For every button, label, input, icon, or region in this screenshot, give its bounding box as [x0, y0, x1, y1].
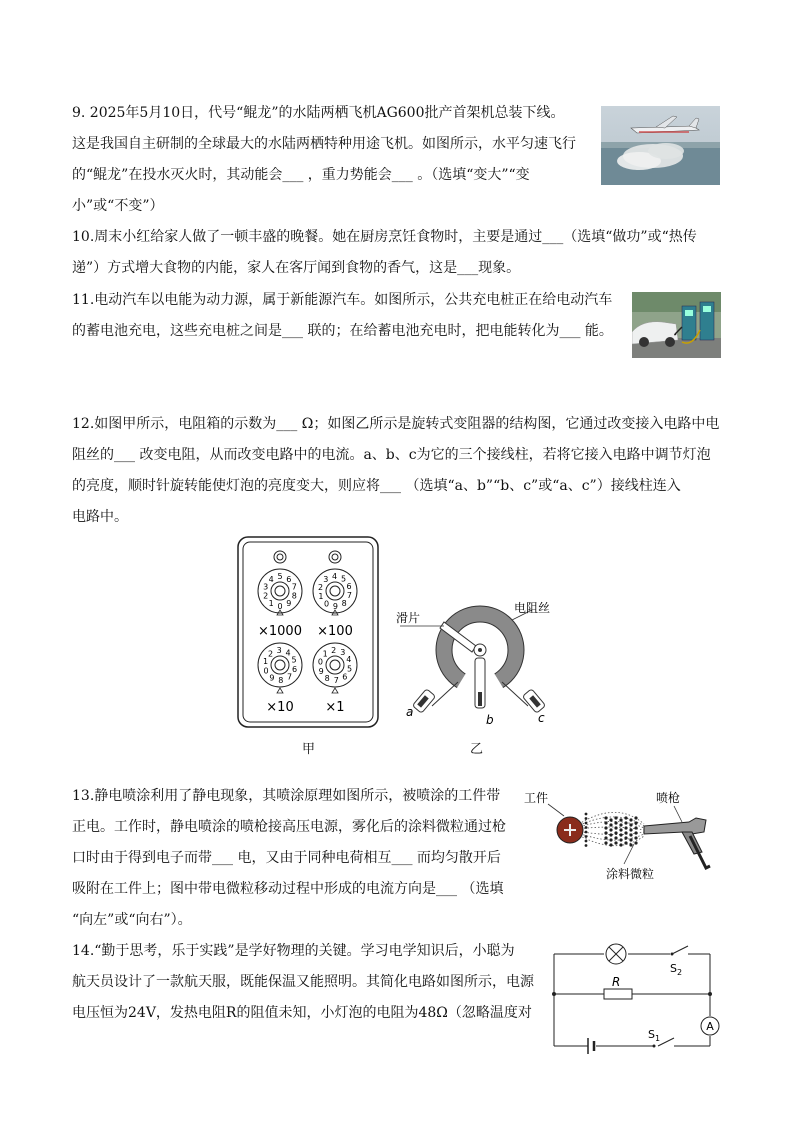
paint-particle: [614, 841, 617, 844]
dial-digit: 1: [318, 592, 324, 601]
resistor-label: R: [612, 975, 621, 989]
dial-digit: 5: [347, 664, 353, 674]
dial-digit: 5: [291, 655, 297, 665]
resistance-box-figure: [236, 535, 380, 729]
dial-digit: 0: [317, 657, 323, 667]
electrostatic-spray-figure: [524, 788, 724, 886]
paint-particle: [629, 828, 632, 831]
dial-digit: 0: [323, 599, 330, 609]
dial-digit: 2: [318, 582, 324, 592]
paint-particle: [624, 826, 627, 829]
ammeter-icon: [701, 1017, 719, 1035]
paint-particle: [609, 828, 612, 831]
dial-digit: 8: [341, 598, 347, 608]
dial-digit: 1: [268, 599, 274, 609]
q14-line-1: 14.“勤于思考，乐于实践”是学好物理的关键。学习电学知识后，小聪为: [72, 943, 515, 959]
dial-digit: 8: [291, 591, 297, 601]
dial-digit: 3: [340, 648, 346, 658]
paint-particle: [629, 843, 632, 846]
paint-particle: [604, 816, 607, 819]
dial-digit: 9: [269, 673, 275, 683]
paint-particle: [629, 833, 632, 836]
charging-station-photo: [632, 292, 721, 358]
q12-line-2: 阻丝的___ 改变电阻，从而改变电路中的电流。a、b、c为它的三个接线柱，若将它接入电路中调节灯泡: [72, 447, 711, 463]
paint-particle: [634, 816, 637, 819]
paint-particle: [614, 831, 617, 834]
paint-particle: [634, 831, 637, 834]
paint-particle: [585, 813, 588, 816]
dial-digit: 3: [276, 646, 282, 655]
paint-particle: [629, 823, 632, 826]
dial-digit: 9: [286, 599, 292, 609]
lamp-icon: [606, 944, 626, 964]
paint-particle: [624, 836, 627, 839]
q9-line-1: 9. 2025年5月10日，代号“鲲龙”的水陆两栖飞机AG600批产首架机总装下线。: [72, 105, 565, 121]
dial-digit: 0: [263, 666, 269, 676]
paint-particle: [634, 836, 637, 839]
particles-label: 涂料微粒: [606, 867, 655, 881]
paint-particle: [619, 818, 622, 821]
q11-line-2: 的蓄电池充电，这些充电桩之间是___ 联的；在给蓄电池充电时，把电能转化为___ 能。: [72, 323, 613, 339]
dial-digit: 2: [263, 591, 269, 601]
dial-digit: 6: [291, 664, 298, 674]
terminal-a: a: [406, 705, 414, 719]
label-x1: ×1: [325, 700, 345, 715]
switch1-label: $S_1$: [648, 1028, 661, 1043]
dial-digit: 1: [262, 657, 269, 667]
paint-particle: [614, 821, 617, 824]
seaplane-photo: [601, 106, 720, 185]
workpiece-label: 工件: [524, 791, 549, 805]
paint-particle: [619, 838, 622, 841]
q13-line-4: 吸附在工件上；图中带电微粒移动过程中形成的电流方向是___ （选填: [72, 881, 504, 897]
dial-digit: 4: [285, 648, 291, 658]
paint-particle: [624, 821, 627, 824]
paint-particle: [604, 821, 607, 824]
q9-line-2: 这是我国自主研制的全球最大的水陆两栖特种用途飞机。如图所示，水平匀速飞行: [72, 136, 576, 152]
dial-digit: 7: [333, 675, 339, 685]
dial-digit: 8: [278, 676, 284, 685]
paint-particle: [624, 816, 627, 819]
dial-digit: 6: [342, 672, 348, 682]
paint-particle: [604, 836, 607, 839]
q13-line-1: 13.静电喷涂利用了静电现象，其喷涂原理如图所示，被喷涂的工件带: [72, 788, 501, 804]
dial-digit: 9: [332, 602, 338, 611]
paint-particle: [609, 818, 612, 821]
paint-particle: [629, 818, 632, 821]
paint-particle: [604, 826, 607, 829]
paint-particle: [634, 821, 637, 824]
gun-label: 喷枪: [656, 791, 681, 805]
terminal-b: b: [486, 713, 494, 727]
label-x10: ×10: [266, 700, 294, 715]
dial-digit: 7: [286, 672, 293, 682]
resistor-icon: [604, 989, 632, 999]
dial-digit: 7: [346, 591, 352, 601]
q9-line-3: 的“鲲龙”在投水灭火时，其动能会___ ，重力势能会___ 。（选填“变大”“变: [72, 167, 530, 183]
paint-particle: [585, 835, 588, 838]
paint-particle: [585, 817, 588, 820]
dial-digit: 3: [323, 575, 329, 585]
q13-line-2: 正电。工作时，静电喷涂的喷枪接高压电源，雾化后的涂料微粒通过枪: [72, 819, 506, 835]
dial-digit: 4: [332, 572, 338, 581]
paint-particle: [609, 843, 612, 846]
paint-particle: [624, 831, 627, 834]
paint-particle: [614, 816, 617, 819]
dial-digit: 3: [263, 582, 269, 592]
wire-label: 电阻丝: [514, 601, 551, 615]
dial-digit: 8: [324, 673, 330, 683]
q10-line-2: 递”）方式增大食物的内能，家人在客厅闻到食物的香气，这是___现象。: [72, 260, 521, 276]
dial-digit: 2: [331, 646, 337, 656]
dial-digit: 9: [318, 666, 324, 676]
dial-digit: 0: [277, 602, 283, 611]
q14-line-2: 航天员设计了一款航天服，既能保温又能照明。其简化电路如图所示，电源: [72, 974, 534, 990]
rotary-rheostat-figure: [392, 598, 562, 730]
q12-line-1: 12.如图甲所示，电阻箱的示数为___ Ω；如图乙所示是旋转式变阻器的结构图，它通过改变接入电路中电: [72, 416, 720, 432]
dial-digit: 4: [346, 655, 352, 665]
q9-line-4: 小”或“不变”）: [72, 198, 164, 214]
dial-digit: 1: [322, 649, 328, 659]
paint-particle: [609, 833, 612, 836]
q14-line-3: 电压恒为24V，发热电阻R的阻值未知，小灯泡的电阻为48Ω（忽略温度对: [72, 1005, 532, 1021]
dial-digit: 5: [277, 572, 283, 581]
dial-digit: 6: [286, 574, 292, 584]
paint-particle: [585, 831, 588, 834]
paint-particle: [604, 831, 607, 834]
paint-particle: [614, 836, 617, 839]
dial-digit: 7: [291, 582, 297, 592]
switch2-label: $S_2$: [670, 962, 683, 977]
paint-particle: [619, 833, 622, 836]
q13-line-3: 口时由于得到电子而带___ 电，又由于同种电荷相互___ 而均匀散开后: [72, 850, 501, 866]
paint-particle: [624, 841, 627, 844]
label-x100: ×100: [317, 624, 353, 639]
paint-particle: [619, 823, 622, 826]
q11-line-1: 11.电动汽车以电能为动力源，属于新能源汽车。如图所示，公共充电桩正在给电动汽车: [72, 292, 613, 308]
paint-particle: [614, 826, 617, 829]
slider-label: 滑片: [396, 611, 421, 625]
caption-jia: 甲: [302, 742, 316, 757]
paint-particle: [609, 823, 612, 826]
dial-digit: 6: [346, 582, 352, 591]
ammeter-label: A: [706, 1020, 714, 1033]
paint-particle: [585, 826, 588, 829]
terminal-c: c: [538, 711, 545, 725]
paint-particle: [585, 840, 588, 843]
paint-particle: [585, 822, 588, 825]
paint-particle: [609, 838, 612, 841]
q12-line-3: 的亮度，顺时针旋转能使灯泡的亮度变大，则应将___ （选填“a、b”“b、c”或“a、c”）接线柱连入: [72, 478, 681, 494]
paint-particle: [634, 826, 637, 829]
circuit-diagram: [548, 940, 724, 1058]
paint-particle: [629, 838, 632, 841]
paint-particle: [604, 841, 607, 844]
q12-line-4: 电路中。: [72, 509, 128, 525]
label-x1000: ×1000: [258, 624, 302, 639]
caption-yi: 乙: [470, 742, 484, 757]
q10-line-1: 10.周末小红给家人做了一顿丰盛的晚餐。她在厨房烹饪食物时，主要是通过___（选填“做功”或“热传: [72, 229, 697, 245]
paint-particle: [619, 828, 622, 831]
paint-particle: [634, 841, 637, 844]
paint-particle: [585, 844, 588, 847]
battery-icon: [588, 1038, 594, 1054]
dial-digit: 4: [268, 574, 274, 584]
q13-line-5: “向左”或“向右”）。: [72, 912, 192, 928]
dial-digit: 2: [267, 649, 274, 659]
paint-particle: [619, 843, 622, 846]
dial-digit: 5: [340, 574, 347, 584]
